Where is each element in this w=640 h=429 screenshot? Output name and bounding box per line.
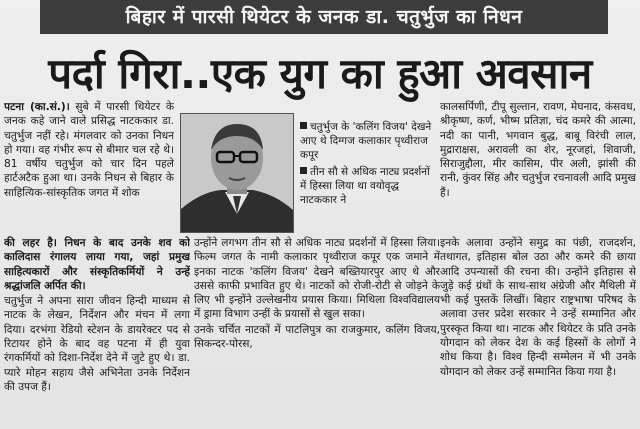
column-1-top [4,100,174,222]
main-headline: पर्दा गिरा..एक युग का हुआ अवसान [48,49,592,98]
pull-quote-box [300,120,434,230]
bullet-square-icon [300,122,307,129]
pull-quote-item: चतुर्भुज के 'कलिंग विजय' देखने आए थे दिग्गज कलाकार पृथ्वीराज कपूर [300,121,432,161]
kicker-headline: बिहार में पारसी थियेटर के जनक डा. चतुर्भुज का निधन [40,0,608,34]
portrait-image [181,114,293,232]
dateline: पटना (का.सं.)। [4,101,70,113]
column-3-top [440,100,636,236]
body-text: उन्होंने लगभग तीन सौ से अधिक नाट्य प्रदर्शनों में हिस्सा लिया। फिल्म जगत के नामी कलाकार पृथ्वीराज कपूर एक जमाने में इनका नाटक 'कलिंग विजय' देखने बख्तियारपुर आए थे और उससे काफी प्रभावित हुए थे। नाटकों को रोजी-रोटी से जोड़ने के लिए भी इन्होंने उल्लेखनीय प्रयास किया। मिथिला विश्वविद्यालय में ड्रामा विभाग उन्हीं के प्रयासों से खुल सका। [194,237,440,321]
pull-quote-item: तीन सौ से अधिक नाट्य प्रदर्शनों में हिस्सा लिया था वयोवृद्ध नाटककार ने [300,166,430,206]
body-text: की लहर है। निधन के बाद उनके शव को कालिदास रंगालय लाया गया, जहां प्रमुख साहित्यकारों और संस्कृतिकर्मियों ने उन्हें श्रद्धांजलि अर्पित की। [4,237,190,292]
body-text: इनके अलावा उन्होंने समुद्र का पंछी, राजदर्शन, तथागत, इतिहास बोल उठा और कमरे की छाया आदि उपन्यासों की रचना की। उन्होंने इतिहास से जुड़े कई ग्रंथों के साथ-साथ अंग्रेजी और मैथिली में भी कई पुस्तकें लिखीं। बिहार राष्ट्रभाषा परिषद के अलावा उत्तर प्रदेश सरकार ने उन्हें सम्मानित और पुरस्कृत किया था। नाटक और थियेटर के प्रति उनके योगदान को लेकर देश के कई हिस्सों के लोगों ने शोध किया है। विश्व हिन्दी सम्मेलन में भी उनके योगदान को लेकर उन्हें सम्मानित किया गया है। [440,237,636,378]
column-3-lower [440,236,636,426]
body-text: सुबे में पारसी थियेटर के जनक कहे जाने वाले प्रसिद्ध नाटककार डा. चतुर्भुज नहीं रहे। मंगलवार को उनका निधन हो गया। वह गंभीर रूप से बीमार चल रहे थे। 81 वर्षीय चतुर्भुज को चार दिन पहले हार्टअटैक हुआ था। उनके निधन से बिहार के साहित्यिक-सांस्कृतिक जगत में शोक [4,101,174,199]
body-text: कालसर्पिणी, टीपू सुल्तान, रावण, मेघनाद, कंसवध, श्रीकृष्ण, कर्ण, भीष्म प्रतिज्ञा, चंद कमरे की आत्मा, नदी का पानी, भगवान बुद्ध, बाबू विरंची लाल, मुद्राराक्षस, अरावली का शेर, नूरजहां, शिवाजी, सिराजुद्दौला, मीर कासिम, पीर अली, झांसी की रानी, कुंवर सिंह और चतुर्भुज रचनावली आदि प्रमुख हैं। [440,101,636,199]
column-2-lower [194,236,440,426]
body-text: उनके चर्चित नाटकों में पाटलिपुत्र का राजकुमार, कलिंग विजय, सिकन्दर-पोरस, [194,323,440,351]
body-text: चतुर्भुज ने अपना सारा जीवन हिन्दी माध्यम से नाटक के लेखन, निर्देशन और मंचन में लगा दिया। दरभंगा रेडियो स्टेशन के डायरेक्टर पद से रिटायर होने के बाद वह पटना में ही युवा रंगकर्मियों को दिशा-निर्देश देने में जुटे हुए थे। डा. प्यारे मोहन सहाय जैसे अभिनेता उनके निर्देशन की उपज हैं। [4,295,190,393]
column-1-lower [4,236,190,426]
bullet-square-icon [300,167,307,174]
portrait-photo [180,113,294,233]
paragraph [4,100,174,200]
